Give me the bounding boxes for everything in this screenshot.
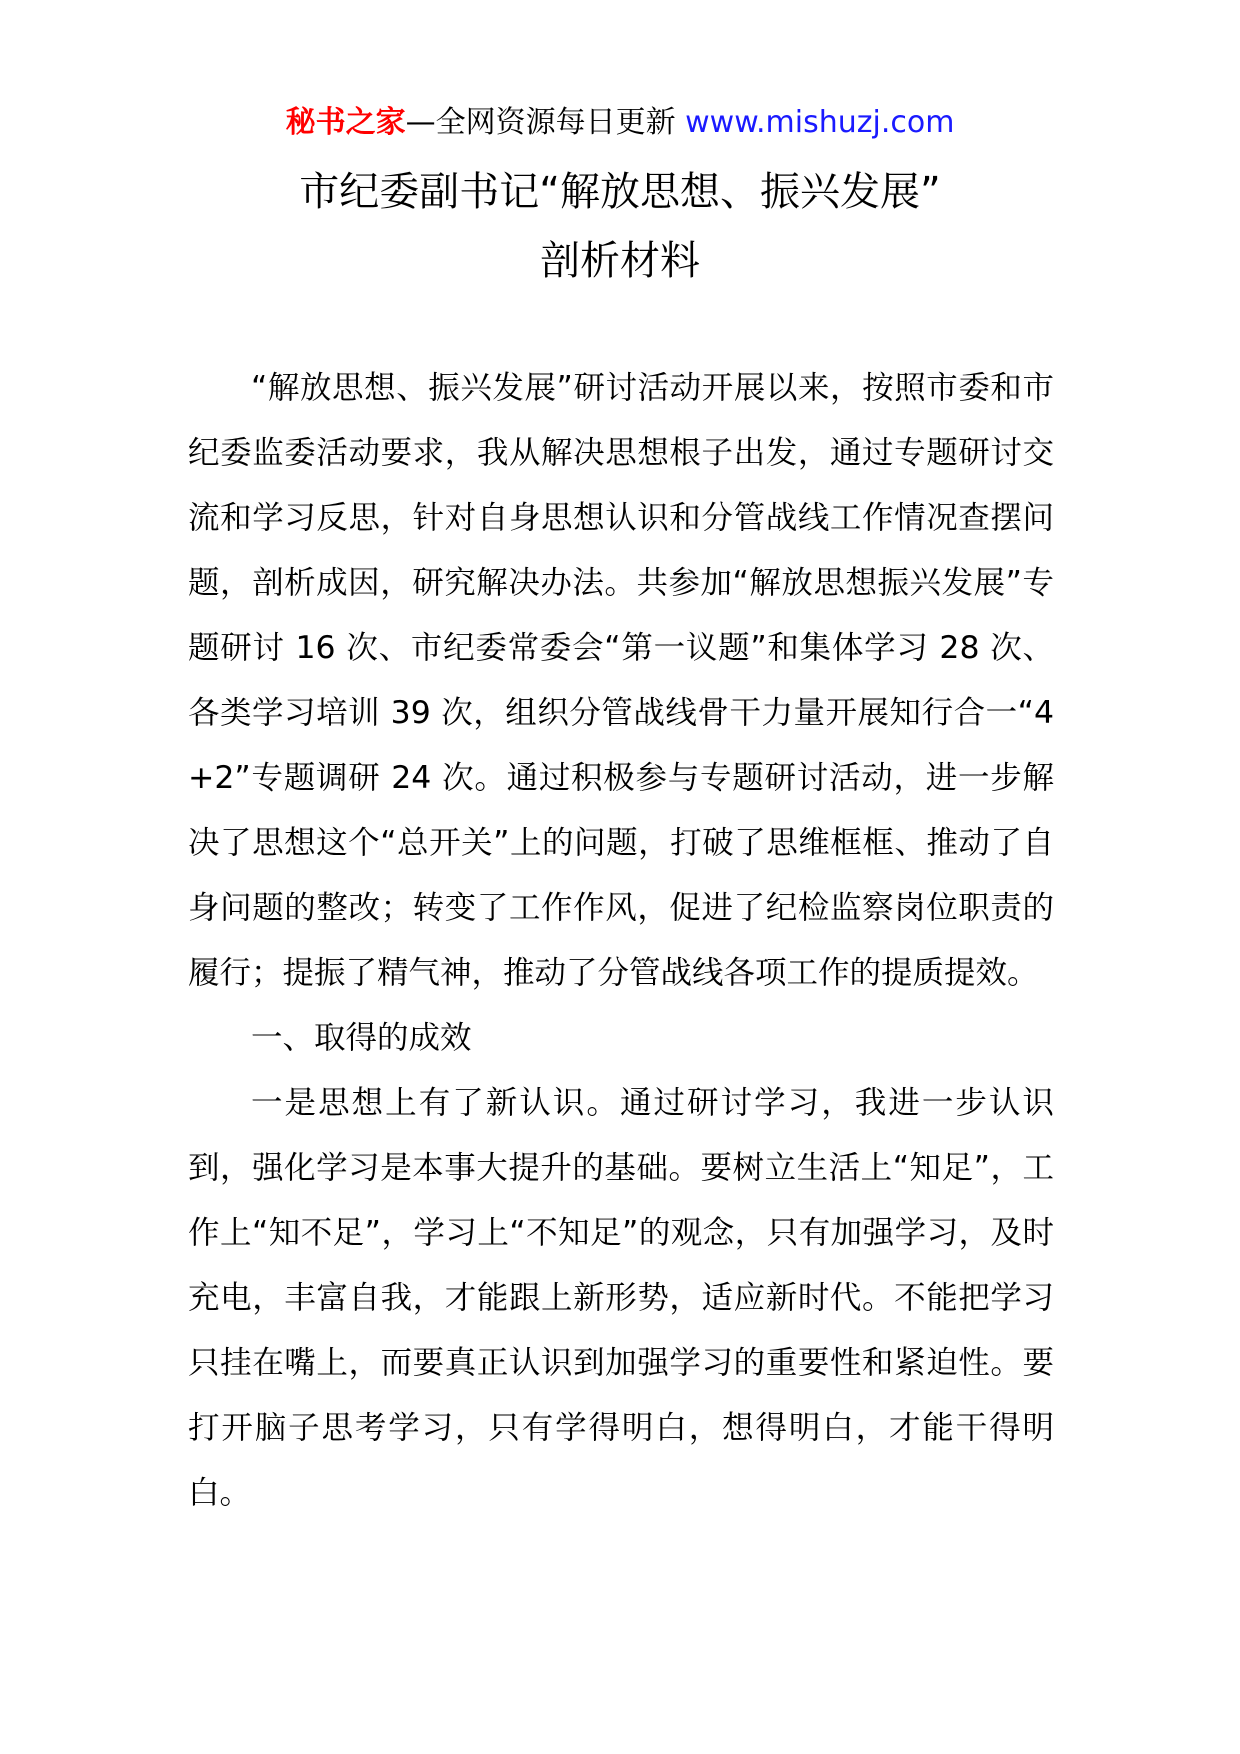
document-title-line1: 市纪委副书记“解放思想、振兴发展”: [299, 169, 941, 215]
paragraph-first-point: 一是思想上有了新认识。通过研讨学习，我进一步认识到，强化学习是本事大提升的基础。要树立生活上“知足”，工作上“知不足”，学习上“不知足”的观念，只有加强学习，及时充电，丰富自我，才能跟上新形势，适应新时代。不能把学习只挂在嘴上，而要真正认识到加强学习的重要性和紧迫性。要打开脑子思考学习，只有学得明白，想得明白，才能干得明白。: [188, 1085, 1054, 1511]
site-name: 秘书之家: [285, 105, 406, 140]
paragraph-intro: “解放思想、振兴发展”研讨活动开展以来，按照市委和市纪委监委活动要求，我从解决思想根子出发，通过专题研讨交流和学习反思，针对自身思想认识和分管战线工作情况查摆问题，剖析成因，研究解决办法。共参加“解放思想振兴发展”专题研讨 16 次、市纪委常委会“第一议题”和集体学习 28 次、各类学习培训 39 次，组织分管战线骨干力量开展知行合一“4+2”专题调研 24 次。通过积极参与专题研讨活动，进一步解决了思想这个“总开关”上的问题，打破了思维框框、推动了自身问题的整改；转变了工作作风，促进了纪检监察岗位职责的履行；提振了精气神，推动了分管战线各项工作的提质提效。: [188, 370, 1054, 991]
site-header: [0, 103, 1240, 143]
site-url-link[interactable]: www.mishuzj.com: [685, 105, 955, 140]
site-tagline: —全网资源每日更新: [405, 105, 686, 140]
document-title-line2: 剖析材料: [540, 238, 700, 284]
section-heading: 一、取得的成效: [251, 1020, 472, 1056]
document-body: [188, 356, 1054, 1526]
